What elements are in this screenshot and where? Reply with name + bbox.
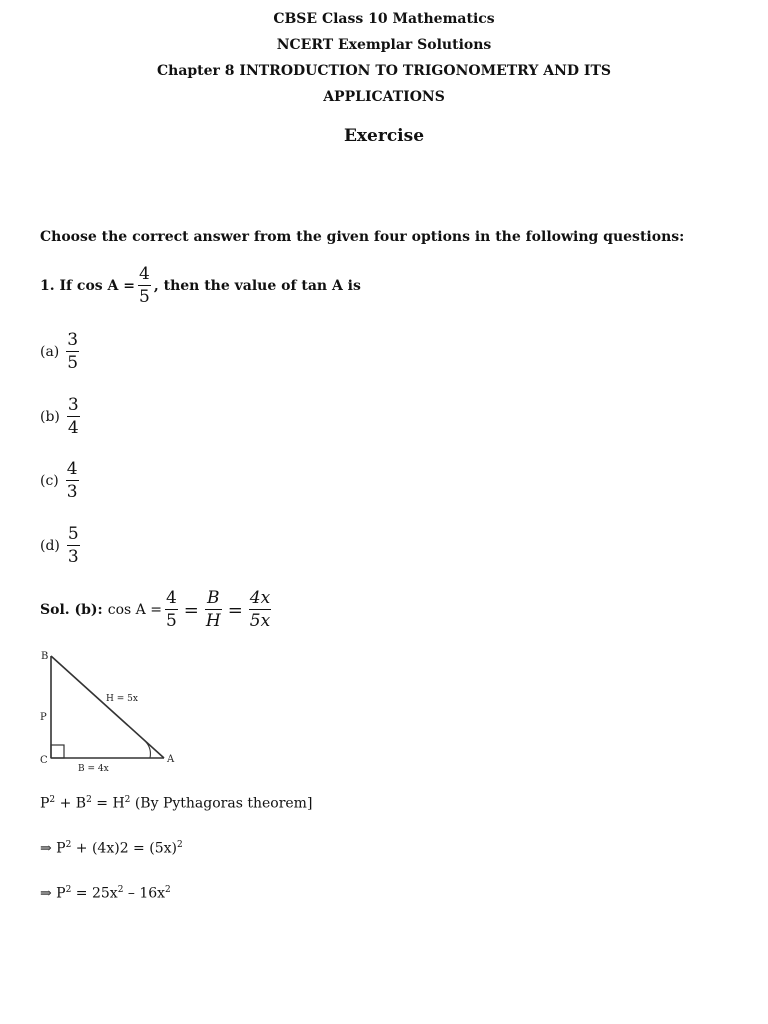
solution-line [40,590,274,630]
step-term: + (4x)2 [71,840,129,857]
option-fraction [66,332,79,372]
substitution-step [40,840,183,857]
option-fraction [66,461,79,501]
option-label: (a) [40,344,60,360]
vertex-c-label: C [40,755,48,766]
exponent: 2 [176,840,183,850]
fraction-numerator: 4x [249,588,271,608]
fraction-numerator: 4 [139,264,150,284]
step-term: + B [55,795,87,812]
exercise-heading: Exercise [343,126,425,146]
exponent: 2 [49,795,56,805]
step-term: ⇒ P [40,840,66,857]
chapter-title: Chapter 8 INTRODUCTION TO TRIGONOMETRY AND ITS [157,63,611,79]
base-label: B = 4x [78,764,109,774]
side-p-label: P [40,712,47,723]
right-angle-mark [51,745,64,758]
question-prefix: 1. If cos A = [40,278,136,294]
pythagoras-step [40,795,312,812]
equals-sign: = [227,599,243,621]
option-d [40,526,83,566]
fraction-denominator: 4 [67,418,79,438]
step-note: (By Pythagoras theorem] [130,795,313,812]
fraction-denominator: 5 [67,353,79,373]
simplification-step [40,885,171,902]
option-label: (d) [40,538,60,554]
fraction-numerator: 3 [67,395,79,415]
fraction-denominator: 3 [67,547,79,567]
fraction-numerator: 4 [66,459,78,479]
option-fraction [67,397,80,437]
chapter-title-cont: APPLICATIONS [323,89,445,105]
fraction-denominator: 5 [139,287,150,307]
step-term: = (5x) [128,840,177,857]
equals-sign: = [183,599,199,621]
right-triangle-figure [36,648,186,774]
fraction-numerator: 3 [67,330,79,350]
exponent: 2 [165,885,171,895]
question-1 [40,266,361,306]
question-fraction [138,266,151,306]
solution-fraction-1 [165,590,178,630]
fraction-denominator: 3 [66,482,78,502]
fraction-denominator: 5 [165,611,177,631]
exponent: 2 [86,795,92,805]
option-label: (c) [40,473,59,489]
fraction-numerator: 5 [67,524,79,544]
step-term: P [40,795,50,812]
fraction-denominator: 5x [249,611,271,631]
exponent: 2 [65,840,72,850]
option-a [40,332,82,372]
solution-label: Sol. (b): [40,602,103,618]
option-c [40,461,82,501]
step-term: – 16x [123,885,166,902]
hypotenuse-label: H = 5x [106,694,138,704]
fraction-numerator: 4 [165,588,177,608]
option-b [40,397,83,437]
exponent: 2 [117,885,124,895]
doc-title: CBSE Class 10 Mathematics [273,11,495,27]
doc-subtitle: NCERT Exemplar Solutions [276,37,492,53]
angle-a-arc [145,741,150,758]
question-suffix: , then the value of tan A is [153,278,361,294]
vertex-b-label: B [41,651,49,662]
solution-fraction-3 [249,590,271,630]
option-label: (b) [40,409,60,425]
solution-text: cos A = [107,602,162,618]
fraction-numerator: B [207,588,220,608]
exponent: 2 [124,795,131,805]
instruction-text: Choose the correct answer from the given four options in the following questions: [40,229,685,245]
vertex-a-label: A [167,754,175,765]
fraction-denominator: H [205,611,221,631]
solution-fraction-2 [205,590,222,630]
step-term: ⇒ P [40,885,66,902]
exponent: 2 [65,885,72,895]
step-term: = H [91,795,125,812]
option-fraction [67,526,80,566]
step-term: = 25x [71,885,118,902]
